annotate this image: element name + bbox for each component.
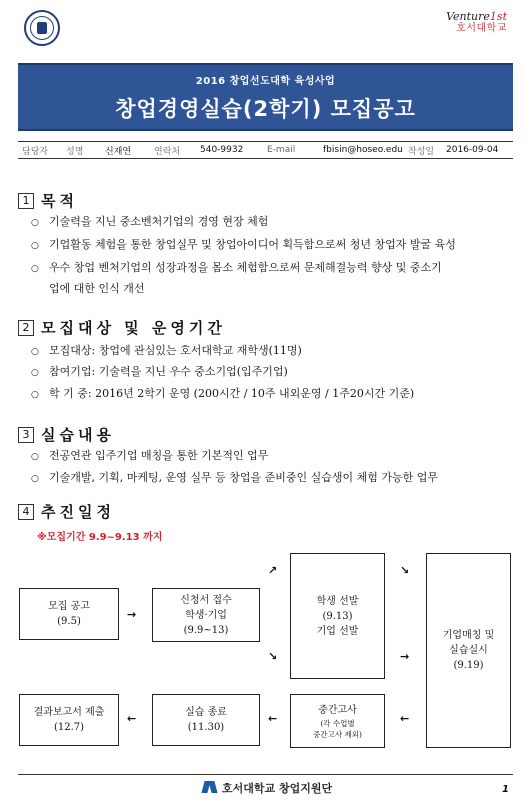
email-label: E-mail (267, 145, 296, 155)
arrow-up-right-icon: ↗ (268, 564, 278, 577)
list-item: ○ 기업활동 체험을 통한 창업실무 및 창업아이디어 획득함으로써 청년 창업자 발굴 육성 (31, 238, 456, 251)
email-address: fbisin@hoseo.edu (323, 145, 403, 155)
footer-divider (18, 774, 513, 775)
manager-name: 신재연 (105, 146, 132, 157)
phone-label: 연락처 (154, 146, 181, 157)
section-target-heading: 2 모집대상 및 운영기간 (18, 317, 226, 338)
list-item: ○ 기술력을 지닌 중소벤처기업의 경영 현장 체험 (31, 215, 269, 228)
arrow-left-icon: ← (400, 712, 410, 725)
flow-step-application: 신청서 접수 학생·기업 (9.9~13) (152, 588, 260, 642)
section-schedule-heading: 4 추진일정 (18, 501, 115, 522)
startup-center-icon (203, 780, 217, 796)
arrow-right-icon: → (127, 608, 137, 621)
list-item: ○ 참여기업: 기술력을 지닌 우수 중소기업(입주기업) (31, 365, 288, 378)
university-seal-logo (24, 10, 60, 46)
name-label: 성명 (66, 146, 84, 157)
document-date: 2016-09-04 (446, 145, 499, 155)
section-purpose-heading: 1 목적 (18, 190, 78, 211)
list-item: ○ 전공연관 입주기업 매칭을 통한 기본적인 업무 (31, 449, 269, 462)
page-title: 창업경영실습(2학기) 모집공고 (115, 97, 416, 121)
list-item: ○ 우수 창업 벤처기업의 성장과정을 몸소 체험함으로써 문제해결능력 향상 및 중소기 (31, 261, 442, 274)
arrow-down-right-icon: ↘ (400, 564, 410, 577)
flow-step-announcement: 모집 공고 (9.5) (19, 588, 119, 640)
manager-label: 담당자 (22, 146, 49, 157)
title-banner (18, 63, 513, 131)
flow-step-selection: 학생 선발 (9.13) 기업 선발 (290, 553, 385, 679)
arrow-left-icon: ← (127, 712, 137, 725)
flow-step-midterm: 중간고사 (각 수업별 중간고사 제외) (290, 694, 385, 748)
banner-subtitle: 2016 창업선도대학 육성사업 (195, 76, 336, 87)
venture-1st-logo: Venture1st 호서대학교 (446, 10, 507, 34)
contact-row (18, 141, 513, 159)
list-item: ○ 기술개발, 기획, 마케팅, 운영 실무 등 창업을 준비중인 실습생이 체험 가능한 업무 (31, 471, 438, 484)
arrow-down-right-icon: ↘ (268, 650, 278, 663)
list-item: ○ 모집대상: 창업에 관심있는 호서대학교 재학생(11명) (31, 344, 302, 357)
section-content-heading: 3 실습내용 (18, 424, 115, 445)
date-label: 작성일 (408, 146, 435, 157)
phone-number: 540-9932 (200, 145, 244, 155)
footer-logo (203, 780, 332, 796)
arrow-left-icon: ← (268, 712, 278, 725)
recruitment-period-note: ※모집기간 9.9~9.13 까지 (37, 532, 163, 543)
flow-step-end: 실습 종료 (11.30) (152, 694, 260, 746)
flow-step-report: 결과보고서 제출 (12.7) (19, 694, 119, 746)
footer-org-name: 호서대학교 창업지원단 (222, 782, 333, 795)
page-number: 1 (502, 784, 509, 795)
list-item-continuation: 업에 대한 인식 개선 (49, 282, 145, 295)
flow-step-matching: 기업매칭 및 실습실시 (9.19) (426, 553, 511, 748)
list-item: ○ 학 기 중: 2016년 2학기 운영 (200시간 / 10주 내외운영 / 1주20시간 기준) (31, 387, 415, 400)
arrow-right-icon: → (400, 650, 410, 663)
